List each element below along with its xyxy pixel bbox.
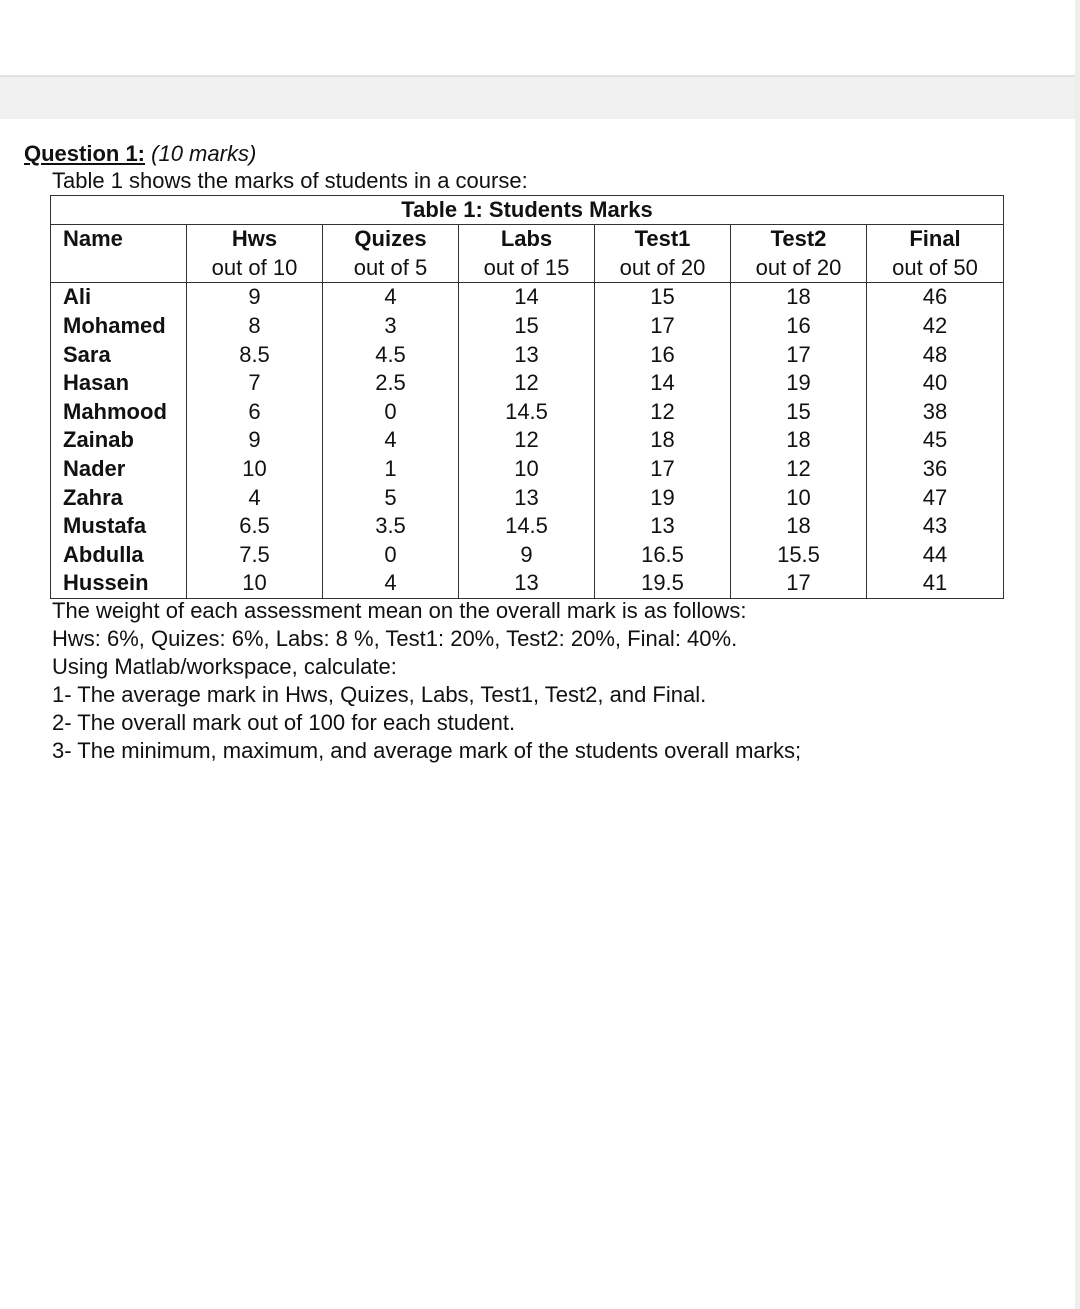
student-name-cell: Nader (51, 455, 187, 484)
mark-cell: 4 (323, 426, 459, 455)
column-header: Test1 (595, 225, 731, 254)
mark-cell: 14.5 (459, 398, 595, 427)
column-header: Hws (187, 225, 323, 254)
mark-cell: 47 (867, 483, 1004, 512)
student-name-cell: Zahra (51, 483, 187, 512)
table-row (51, 340, 1004, 369)
student-name-cell: Mohamed (51, 312, 187, 341)
mark-cell: 41 (867, 569, 1004, 598)
mark-cell: 8.5 (187, 340, 323, 369)
mark-cell: 10 (187, 569, 323, 598)
column-header: Name (51, 225, 187, 254)
mark-cell: 18 (731, 512, 867, 541)
header-row (51, 225, 1004, 254)
mark-cell: 4 (323, 283, 459, 312)
mark-cell: 9 (459, 541, 595, 570)
mark-cell: 3.5 (323, 512, 459, 541)
mark-cell: 14 (459, 283, 595, 312)
mark-cell: 10 (459, 455, 595, 484)
student-name-cell: Sara (51, 340, 187, 369)
mark-cell: 4 (187, 483, 323, 512)
table-row (51, 369, 1004, 398)
mark-cell: 13 (459, 569, 595, 598)
mark-cell: 14.5 (459, 512, 595, 541)
student-name-cell: Ali (51, 283, 187, 312)
mark-cell: 43 (867, 512, 1004, 541)
table-row (51, 512, 1004, 541)
student-name-cell: Hussein (51, 569, 187, 598)
mark-cell: 45 (867, 426, 1004, 455)
mark-cell: 15 (595, 283, 731, 312)
column-subheader: out of 10 (187, 254, 323, 283)
mark-cell: 6.5 (187, 512, 323, 541)
mark-cell: 48 (867, 340, 1004, 369)
task-item: 2- The overall mark out of 100 for each student. (52, 710, 516, 735)
mark-cell: 19 (595, 483, 731, 512)
table-row (51, 426, 1004, 455)
mark-cell: 12 (459, 426, 595, 455)
mark-cell: 7.5 (187, 541, 323, 570)
mark-cell: 10 (731, 483, 867, 512)
mark-cell: 8 (187, 312, 323, 341)
mark-cell: 13 (459, 483, 595, 512)
column-subheader (51, 254, 187, 283)
students-marks-table (50, 195, 1004, 599)
column-subheader: out of 20 (731, 254, 867, 283)
mark-cell: 42 (867, 312, 1004, 341)
mark-cell: 38 (867, 398, 1004, 427)
table-caption: Table 1: Students Marks (51, 196, 1004, 225)
column-header: Final (867, 225, 1004, 254)
table-row (51, 569, 1004, 598)
mark-cell: 4.5 (323, 340, 459, 369)
weights-intro: The weight of each assessment mean on the overall mark is as follows: (52, 598, 747, 623)
mark-cell: 18 (731, 283, 867, 312)
table-row (51, 455, 1004, 484)
mark-cell: 12 (459, 369, 595, 398)
student-name-cell: Abdulla (51, 541, 187, 570)
mark-cell: 3 (323, 312, 459, 341)
column-subheader: out of 50 (867, 254, 1004, 283)
mark-cell: 1 (323, 455, 459, 484)
mark-cell: 18 (595, 426, 731, 455)
notes-section (52, 597, 801, 765)
mark-cell: 15.5 (731, 541, 867, 570)
table-row (51, 283, 1004, 312)
question-intro: Table 1 shows the marks of students in a course: (52, 168, 528, 193)
student-name-cell: Zainab (51, 426, 187, 455)
mark-cell: 5 (323, 483, 459, 512)
table-row (51, 541, 1004, 570)
column-header: Test2 (731, 225, 867, 254)
mark-cell: 17 (731, 569, 867, 598)
mark-cell: 19 (731, 369, 867, 398)
table-row (51, 312, 1004, 341)
student-name-cell: Hasan (51, 369, 187, 398)
mark-cell: 4 (323, 569, 459, 598)
mark-cell: 15 (459, 312, 595, 341)
mark-cell: 16.5 (595, 541, 731, 570)
mark-cell: 13 (595, 512, 731, 541)
mark-cell: 14 (595, 369, 731, 398)
question-label: Question 1: (24, 141, 146, 166)
mark-cell: 16 (731, 312, 867, 341)
mark-cell: 2.5 (323, 369, 459, 398)
column-subheader: out of 5 (323, 254, 459, 283)
mark-cell: 17 (731, 340, 867, 369)
table-row (51, 398, 1004, 427)
instruction-text: Using Matlab/workspace, calculate: (52, 654, 397, 679)
mark-cell: 12 (731, 455, 867, 484)
column-subheader: out of 20 (595, 254, 731, 283)
mark-cell: 13 (459, 340, 595, 369)
mark-cell: 9 (187, 426, 323, 455)
mark-cell: 19.5 (595, 569, 731, 598)
mark-cell: 0 (323, 541, 459, 570)
mark-cell: 10 (187, 455, 323, 484)
mark-cell: 16 (595, 340, 731, 369)
question-marks: (10 marks) (151, 141, 257, 166)
scroll-edge (1075, 0, 1080, 1309)
column-header: Quizes (323, 225, 459, 254)
column-header: Labs (459, 225, 595, 254)
student-name-cell: Mahmood (51, 398, 187, 427)
mark-cell: 46 (867, 283, 1004, 312)
weights-text: Hws: 6%, Quizes: 6%, Labs: 8 %, Test1: 20%, Test2: 20%, Final: 40%. (52, 626, 738, 651)
page-gap-band (0, 77, 1075, 119)
mark-cell: 7 (187, 369, 323, 398)
mark-cell: 17 (595, 455, 731, 484)
task-item: 3- The minimum, maximum, and average mark of the students overall marks; (52, 738, 802, 763)
mark-cell: 15 (731, 398, 867, 427)
mark-cell: 6 (187, 398, 323, 427)
mark-cell: 0 (323, 398, 459, 427)
mark-cell: 36 (867, 455, 1004, 484)
table-body (51, 225, 1004, 599)
subheader-row (51, 254, 1004, 283)
question-heading (24, 141, 256, 167)
mark-cell: 12 (595, 398, 731, 427)
mark-cell: 18 (731, 426, 867, 455)
mark-cell: 40 (867, 369, 1004, 398)
mark-cell: 9 (187, 283, 323, 312)
task-item: 1- The average mark in Hws, Quizes, Labs, Test1, Test2, and Final. (52, 682, 707, 707)
column-subheader: out of 15 (459, 254, 595, 283)
mark-cell: 44 (867, 541, 1004, 570)
mark-cell: 17 (595, 312, 731, 341)
student-name-cell: Mustafa (51, 512, 187, 541)
table-row (51, 483, 1004, 512)
